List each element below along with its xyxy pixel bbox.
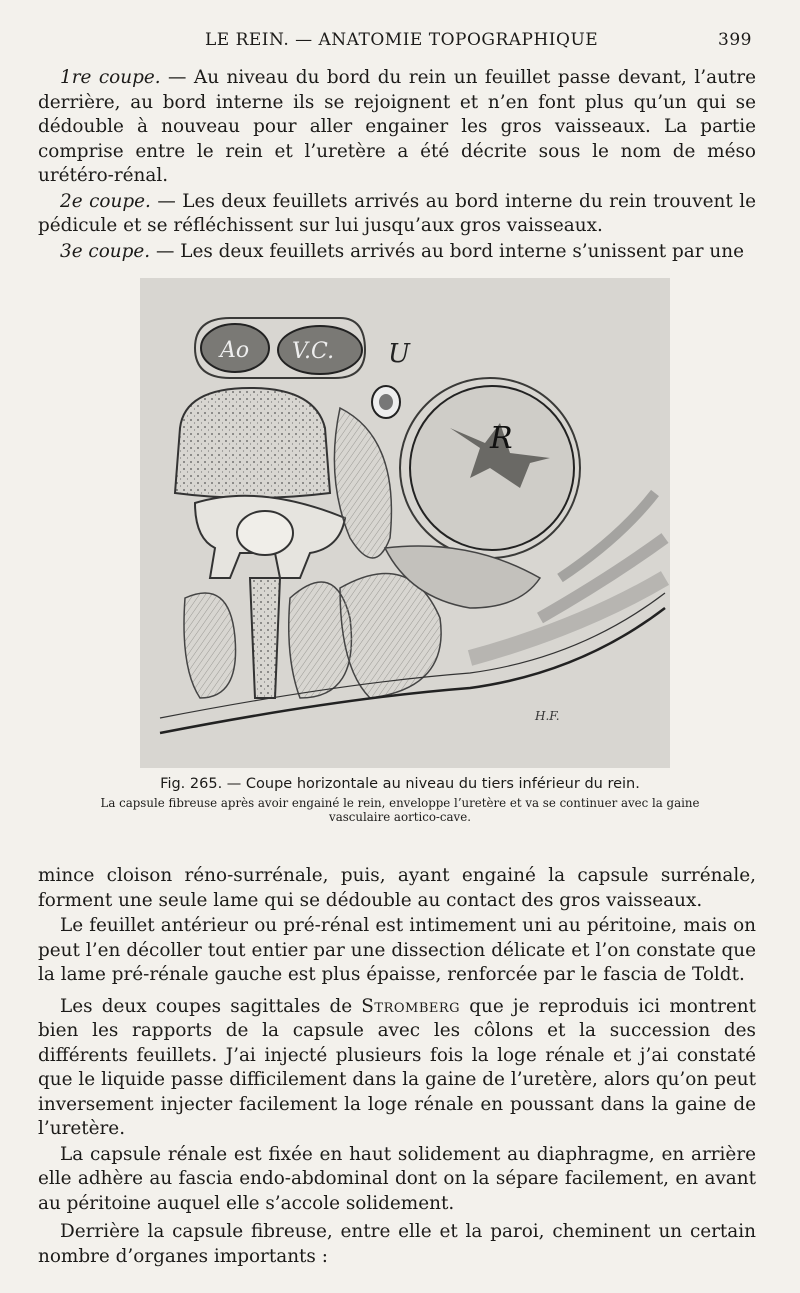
caption-title [60,776,740,792]
running-title: LE REIN. — ANATOMIE TOPOGRAPHIQUE [205,30,599,50]
ureter-lumen [379,394,393,410]
paragraph: Le feuillet antérieur ou pré-rénal est intimement uni au péritoine, mais on peut l’en décoller tout entier par une dissection délicate et l’on constate que la lame pré-rénale gauche est plus épaisse, renforcée par le fascia de Toldt. [38,915,756,985]
spinous-process [250,578,280,698]
paragraph-text: — Les deux feuillets arrivés au bord interne du rein trouvent le pédicule et se réfléchissent sur lui jusqu’aux gros vaisseaux. [38,190,756,236]
vertebral-body [175,388,330,498]
paragraph: mince cloison réno-surrénale, puis, ayant engainé la capsule surrénale, forment une seule lame qui se dédouble au contact des gros vaisseaux. [38,865,756,911]
label-ao: Ao [220,338,250,363]
cross-section-drawing [140,278,670,768]
figure-caption [60,776,740,824]
caption-text: La capsule fibreuse après avoir engainé le rein, enveloppe l’uretère et va se continuer avec la gaine vasculaire aortico-cave. [100,796,700,824]
paragraph-text: Les deux coupes sagittales de [60,995,362,1017]
text-block-top [38,66,756,264]
paragraph-text: — Les deux feuillets arrivés au bord interne s’unissent par une [150,240,744,262]
back-muscle-left [184,593,236,698]
paragraph-coupe-1 [38,66,756,189]
paragraph-coupe-3 [38,240,756,265]
artist-signature: H.F. [535,709,560,723]
coupe-label: 2e coupe. [60,190,151,212]
spinal-canal [237,511,293,555]
coupe-label: 1re coupe. [60,67,161,88]
paragraph-text: que je reproduis ici montrent bien les rapports de la capsule avec les côlons et la succession des différents feuillets. J’ai injecté plusieurs fois la loge rénale et j’ai constaté que le liquide passe difficilement dans la gaine de l’uretère, alors qu’on peut inversement injecter facilement la loge rénale en poussant dans la gaine de l’uretère. [38,995,757,1139]
author-name: Stromberg [361,995,461,1017]
label-r: R [490,421,513,456]
page-number: 399 [718,30,752,50]
anatomical-figure [140,278,670,768]
text-block-bottom [38,864,756,1269]
figure-number: Fig. 265. [160,776,223,792]
running-head [40,30,760,54]
label-vc: V.C. [292,339,335,364]
paragraph-coupe-2 [38,190,756,239]
paragraph: La capsule rénale est fixée en haut solidement au diaphragme, en arrière elle adhère au fascia endo-abdominal dont on la sépare facilement, en avant au péritoine auquel elle s’accole solidement. [38,1143,756,1214]
label-u: U [388,339,410,369]
figure-title: — Coupe horizontale au niveau du tiers inférieur du rein. [222,776,640,792]
paragraph: Derrière la capsule fibreuse, entre elle et la paroi, cheminent un certain nombre d’organes importants : [38,1221,756,1267]
paragraph [38,995,756,1142]
coupe-label: 3e coupe. [60,240,151,262]
paragraph-text: — Au niveau du bord du rein un feuillet passe devant, l’autre derrière, au bord interne ils se rejoignent et n’en font plus qu’un qui se dédouble à nouveau pour aller engainer les gros vaisseaux. La partie comprise entre le rein et l’uretère a été décrite sous le nom de méso urétéro-rénal. [38,67,756,186]
